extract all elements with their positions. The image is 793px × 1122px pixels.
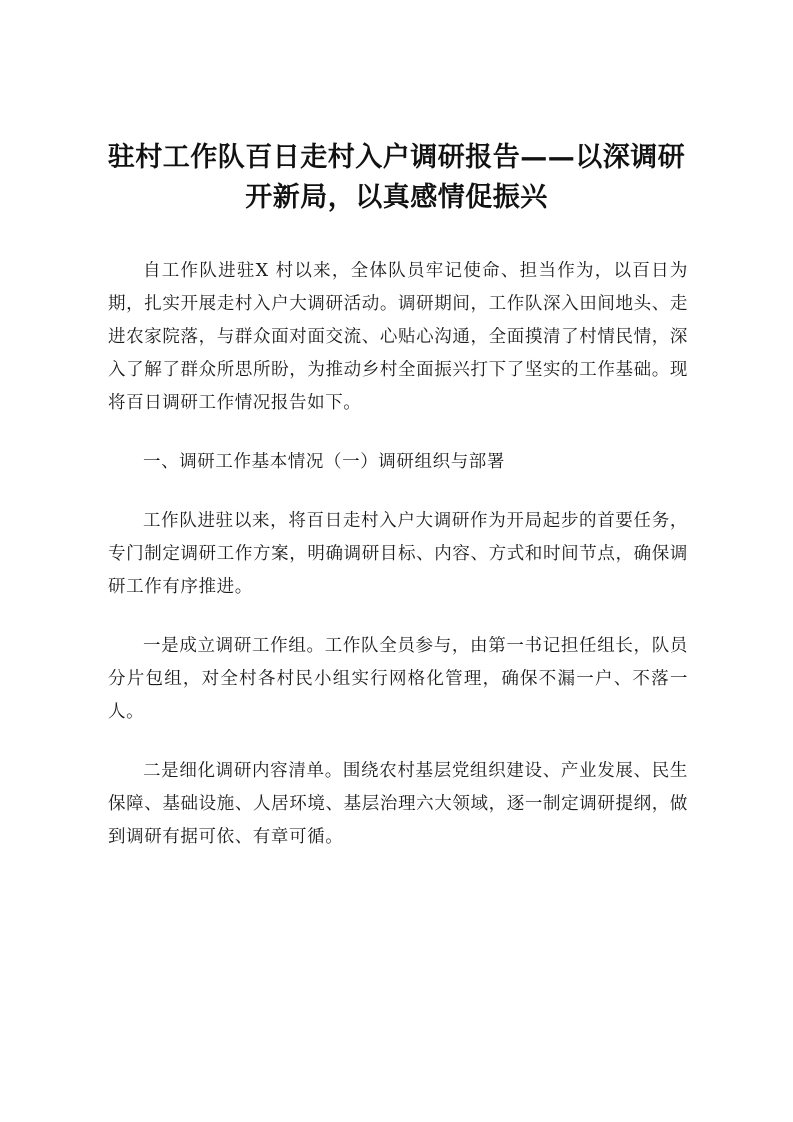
organization-paragraph: 工作队进驻以来，将百日走村入户大调研作为开局起步的首要任务，专门制定调研工作方案，明确调研目标、内容、方式和时间节点，确保调研工作有序推进。 bbox=[108, 511, 688, 597]
point-two-paragraph: 二是细化调研内容清单。围绕农村基层党组织建设、产业发展、民生保障、基础设施、人居环境、基层治理六大领域，逐一制定调研提纲，做到调研有据可依、有章可循。 bbox=[108, 761, 688, 847]
intro-paragraph: 自工作队进驻X 村以来，全体队员牢记使命、担当作为，以百日为期，扎实开展走村入户大调研活动。调研期间，工作队深入田间地头、走进农家院落，与群众面对面交流、心贴心沟通，全面摸清了村情民情，深入了解了群众所思所盼，为推动乡村全面振兴打下了坚实的工作基础。现将百日调研工作情况报告如下。 bbox=[108, 261, 688, 413]
point-one-paragraph: 一是成立调研工作组。工作队全员参与，由第一书记担任组长，队员分片包组，对全村各村民小组实行网格化管理，确保不漏一户、不落一人。 bbox=[108, 636, 688, 722]
document-title: 驻村工作队百日走村入户调研报告——以深调研开新局，以真感情促振兴 bbox=[107, 142, 686, 213]
section-heading: 一、调研工作基本情况（一）调研组织与部署 bbox=[143, 452, 505, 472]
document-body bbox=[108, 255, 688, 880]
